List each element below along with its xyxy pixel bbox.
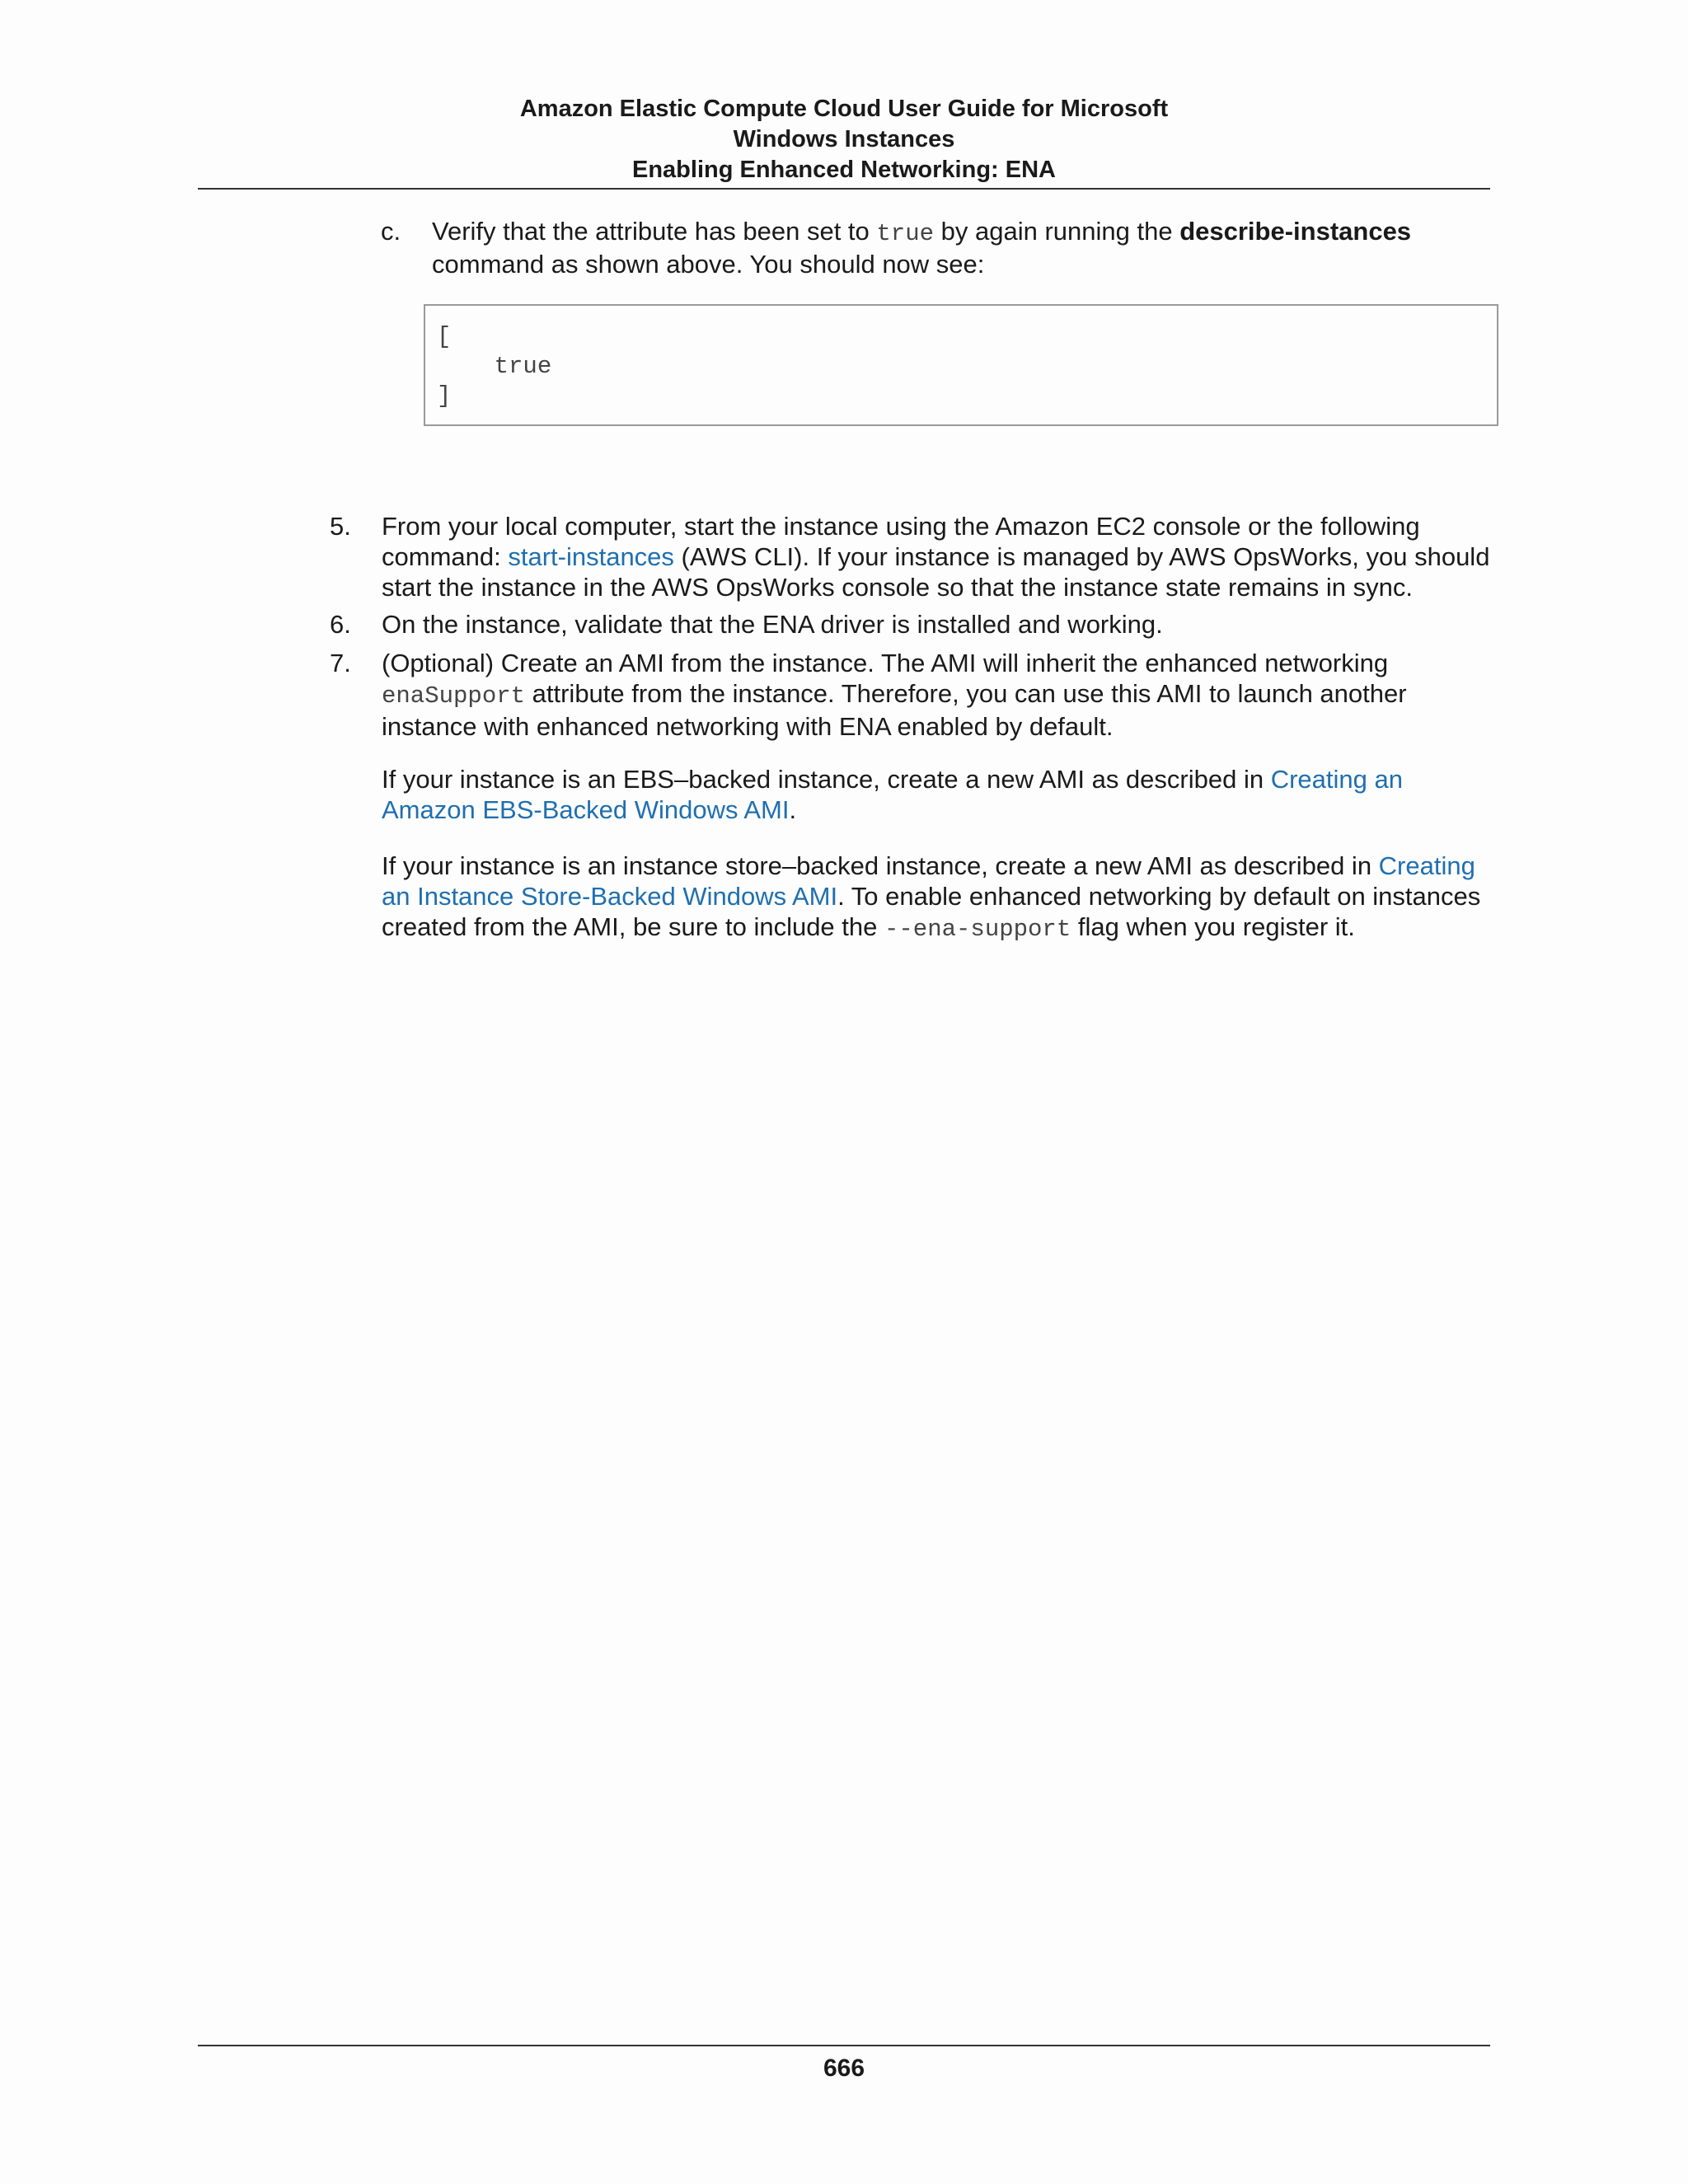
substep-text: Verify that the attribute has been set to <box>432 217 877 246</box>
creating-instance-store-backed-ami-link[interactable]: Creating an Instance Store-Backed Windows AMI <box>382 851 1475 911</box>
header-title-line-2: Windows Instances <box>733 126 955 152</box>
substep-text: by again running the <box>934 217 1180 246</box>
step-text: From your local computer, start the instance using the Amazon EC2 console or the following command: <box>382 512 1420 571</box>
instance-store-backed-paragraph <box>382 851 1493 944</box>
paragraph-text: flag when you register it. <box>1071 912 1355 941</box>
step-content: On the instance, validate that the ENA driver is installed and working. <box>382 610 1163 639</box>
code-block-content: [ true ] <box>437 323 552 410</box>
substep-marker: c. <box>381 217 401 246</box>
step-text: (AWS CLI). If your instance is managed by AWS OpsWorks, you should start the instance in the AWS OpsWorks console so that the instance state remains in sync. <box>382 542 1490 602</box>
page-header <box>198 94 1490 185</box>
footer-divider <box>198 2045 1490 2046</box>
step-number: 5. <box>330 512 351 541</box>
creating-ebs-backed-ami-link[interactable]: Creating an Amazon EBS-Backed Windows AMI <box>382 765 1403 824</box>
inline-code: true <box>876 220 935 247</box>
substep-text: command as shown above. You should now see: <box>432 250 985 279</box>
paragraph-text: If your instance is an EBS–backed instance, create a new AMI as described in <box>382 765 1271 794</box>
step-number: 6. <box>330 610 351 639</box>
step-number: 7. <box>330 649 351 677</box>
inline-code: --ena-support <box>884 916 1071 943</box>
code-block <box>424 304 1498 426</box>
step-text: attribute from the instance. Therefore, you can use this AMI to launch another instance with enhanced networking with ENA enabled by default. <box>382 679 1407 741</box>
step-content <box>382 511 1493 602</box>
ebs-backed-paragraph <box>382 764 1493 825</box>
paragraph-text: . To enable enhanced networking by default on instances created from the AMI, be sure to include the <box>382 882 1481 941</box>
page-number: 666 <box>823 2055 865 2082</box>
step-text: (Optional) Create an AMI from the instance. The AMI will inherit the enhanced networking <box>382 649 1389 677</box>
header-section-title: Enabling Enhanced Networking: ENA <box>632 157 1056 183</box>
header-divider <box>198 188 1490 190</box>
inline-code: enaSupport <box>382 682 526 710</box>
substep-content <box>432 216 1492 279</box>
paragraph-text: If your instance is an instance store–backed instance, create a new AMI as described in <box>382 851 1379 880</box>
paragraph-text: . <box>789 795 797 824</box>
start-instances-link[interactable]: start-instances <box>508 542 674 571</box>
command-name: describe-instances <box>1179 217 1412 246</box>
step-content <box>382 648 1493 742</box>
header-title-line-1: Amazon Elastic Compute Cloud User Guide for Microsoft <box>519 96 1169 122</box>
